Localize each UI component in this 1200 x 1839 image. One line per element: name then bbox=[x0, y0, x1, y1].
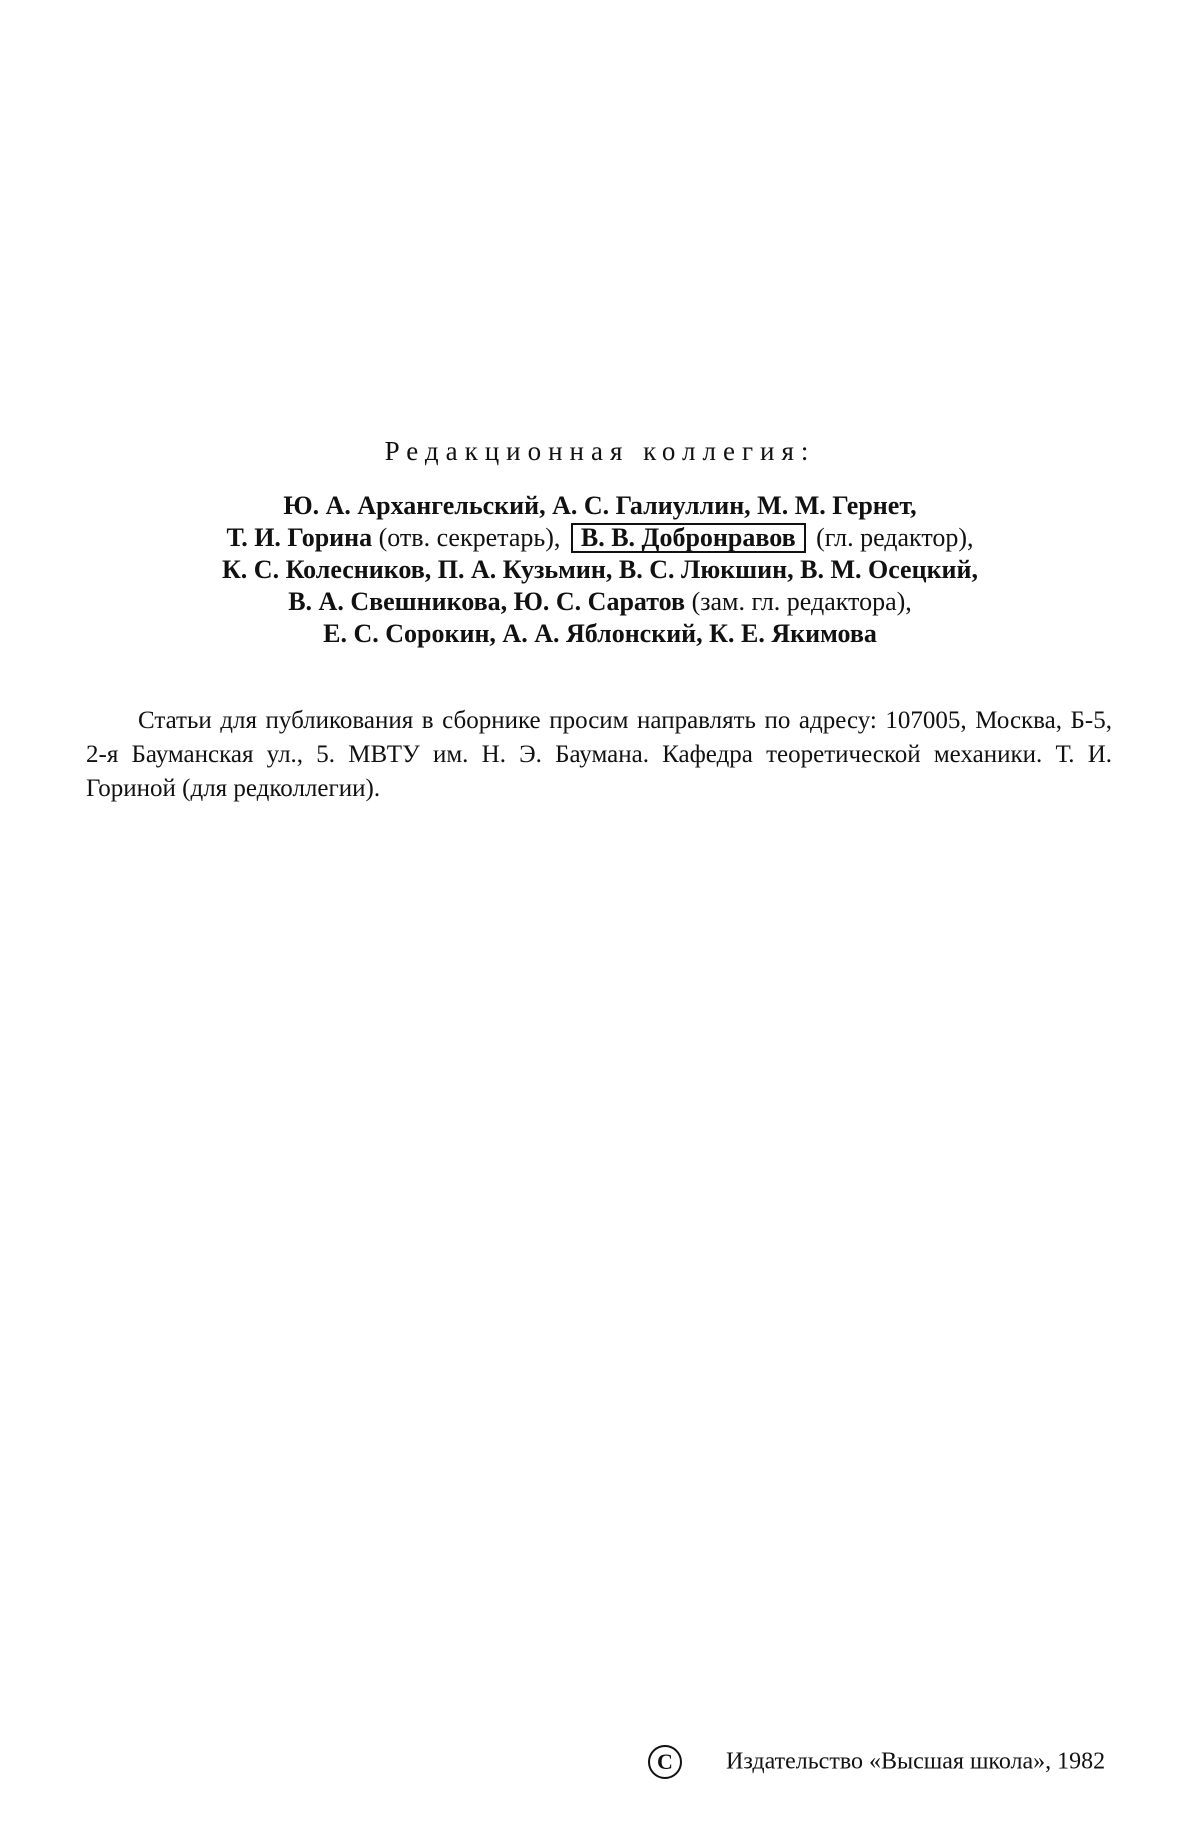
board-members-line-1: Ю. А. Архангельский, А. С. Галиуллин, М. М. Гернет, bbox=[283, 491, 917, 520]
publisher-imprint: Издательство «Высшая школа», 1982 bbox=[726, 1748, 1106, 1775]
deputy-editor-names: В. А. Свешникова, Ю. С. Саратов bbox=[288, 587, 686, 616]
deputy-editor-role: (зам. гл. редактора), bbox=[691, 587, 912, 616]
submission-address-note: Статьи для публикования в сборнике просим направлять по адресу: 107005, Москва, Б-5, 2-я Бауманская ул., 5. МВТУ им. Н. Э. Баумана. Кафедра теоретической механики. Т. И. Гориной (для редколлегии). bbox=[86, 707, 1112, 802]
board-members-line-3: К. С. Колесников, П. А. Кузьмин, В. С. Люкшин, В. М. Осецкий, bbox=[221, 555, 979, 584]
chief-editor-name-box: В. В. Добронравов bbox=[571, 523, 806, 553]
copyright-icon: C bbox=[648, 1745, 682, 1779]
chief-editor-role: (гл. редактор), bbox=[816, 523, 974, 552]
secretary-name: Т. И. Горина bbox=[226, 523, 373, 552]
board-members-line-4 bbox=[100, 586, 1100, 618]
editorial-board-heading: Редакционная коллегия: bbox=[384, 436, 816, 466]
editorial-board-members bbox=[100, 490, 1100, 650]
board-members-line-2 bbox=[100, 522, 1100, 554]
copyright-line bbox=[648, 1745, 1118, 1779]
secretary-role: (отв. секретарь), bbox=[378, 523, 561, 552]
board-members-line-5: Е. С. Сорокин, А. А. Яблонский, К. Е. Якимова bbox=[323, 619, 877, 648]
